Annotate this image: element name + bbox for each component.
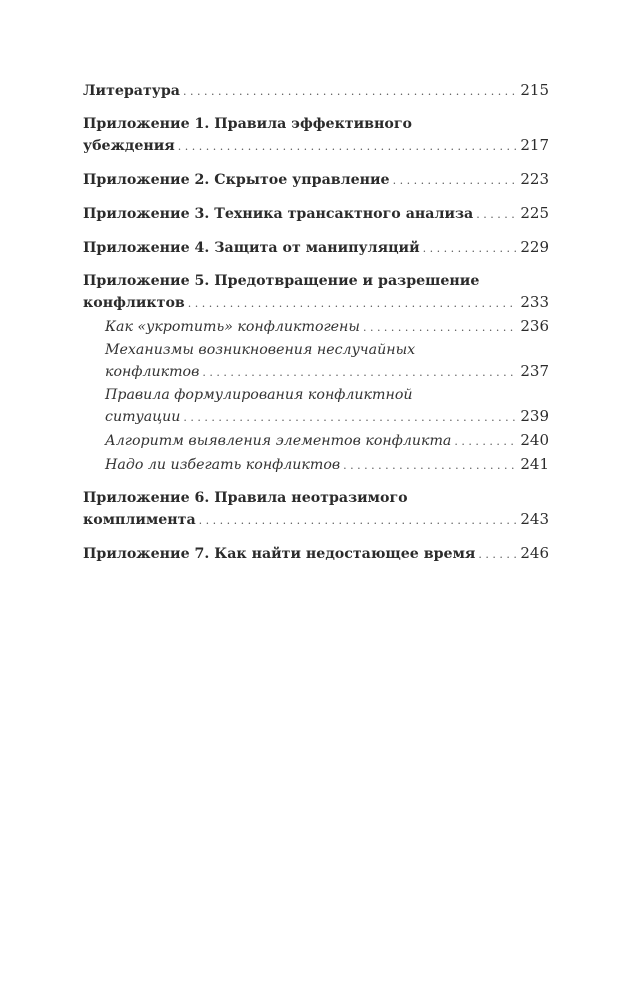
toc-entry-line [83, 509, 549, 531]
toc-entry-page: 240 [520, 431, 549, 449]
toc-entry-line [105, 316, 549, 338]
toc-entry-line [83, 203, 549, 225]
toc-entry-title: конфликтов [105, 364, 200, 380]
dot-leader [202, 362, 516, 383]
toc-entry-line [105, 454, 549, 476]
toc-entry-page: 217 [520, 136, 549, 154]
toc-entry-title: Приложение 7. Как найти недостающее время [83, 546, 476, 562]
dot-leader [476, 204, 516, 225]
dot-leader [363, 317, 516, 338]
dot-leader [343, 455, 516, 476]
toc-entry-title: Литература [83, 83, 180, 99]
toc-entry-page: 243 [520, 510, 549, 528]
toc-entry-line [83, 169, 549, 191]
toc-entry-title: убеждения [83, 138, 175, 154]
toc-entry-appendix-4[interactable] [83, 237, 549, 259]
toc-entry-line [105, 406, 549, 428]
toc-entry-page: 241 [520, 455, 549, 473]
dot-leader [478, 544, 516, 565]
table-of-contents [83, 80, 549, 577]
toc-entry-appendix-7[interactable] [83, 543, 549, 565]
toc-entry-title-line: Правила формулирования конфликтной [105, 387, 413, 403]
toc-entry-appendix-2[interactable] [83, 169, 549, 191]
toc-entry-appendix-5[interactable] [83, 271, 549, 314]
dot-leader [183, 81, 516, 102]
toc-entry-line [83, 543, 549, 565]
toc-subentry-algorithm[interactable] [83, 430, 549, 452]
toc-entry-title: Приложение 3. Техника трансактного анализа [83, 206, 474, 222]
toc-entry-title: конфликтов [83, 295, 185, 311]
toc-entry-line [83, 135, 549, 157]
toc-entry-page: 237 [520, 362, 549, 380]
toc-entry-title: Приложение 2. Скрытое управление [83, 172, 390, 188]
dot-leader [423, 238, 517, 259]
toc-subentry-rules[interactable] [83, 385, 549, 428]
toc-entry-page: 229 [520, 238, 549, 256]
toc-entry-title: Надо ли избегать конфликтов [105, 457, 341, 473]
toc-entry-literature[interactable] [83, 80, 549, 102]
dot-leader [393, 170, 517, 191]
toc-entry-line [83, 292, 549, 314]
toc-entry-title: Алгоритм выявления элементов конфликта [105, 433, 452, 449]
toc-entry-page: 246 [520, 544, 549, 562]
toc-entry-line [105, 361, 549, 383]
toc-entry-appendix-1[interactable] [83, 114, 549, 157]
toc-entry-line [83, 237, 549, 259]
toc-entry-appendix-6[interactable] [83, 488, 549, 531]
toc-entry-title: комплимента [83, 512, 196, 528]
toc-entry-page: 225 [520, 204, 549, 222]
toc-entry-page: 233 [520, 293, 549, 311]
toc-subentry-conflictogens[interactable] [83, 316, 549, 338]
toc-entry-title: Приложение 4. Защита от манипуляций [83, 240, 420, 256]
dot-leader [454, 431, 516, 452]
toc-entry-title-line: Приложение 5. Предотвращение и разрешение [83, 273, 480, 289]
toc-subentry-mechanisms[interactable] [83, 340, 549, 383]
toc-group-appendix-5 [83, 271, 549, 476]
toc-entry-title: Как «укротить» конфликтогены [105, 319, 360, 335]
toc-entry-page: 236 [520, 317, 549, 335]
toc-entry-title: ситуации [105, 409, 181, 425]
toc-entry-line [83, 80, 549, 102]
dot-leader [199, 510, 517, 531]
dot-leader [183, 407, 516, 428]
dot-leader [188, 293, 517, 314]
toc-entry-appendix-3[interactable] [83, 203, 549, 225]
toc-entry-title-line: Приложение 6. Правила неотразимого [83, 490, 408, 506]
toc-subentry-avoid-conflicts[interactable] [83, 454, 549, 476]
dot-leader [178, 136, 517, 157]
toc-entry-line [105, 430, 549, 452]
toc-entry-page: 223 [520, 170, 549, 188]
toc-entry-title-line: Механизмы возникновения неслучайных [105, 342, 416, 358]
toc-entry-page: 215 [520, 81, 549, 99]
toc-entry-title-line: Приложение 1. Правила эффективного [83, 116, 412, 132]
toc-entry-page: 239 [520, 407, 549, 425]
